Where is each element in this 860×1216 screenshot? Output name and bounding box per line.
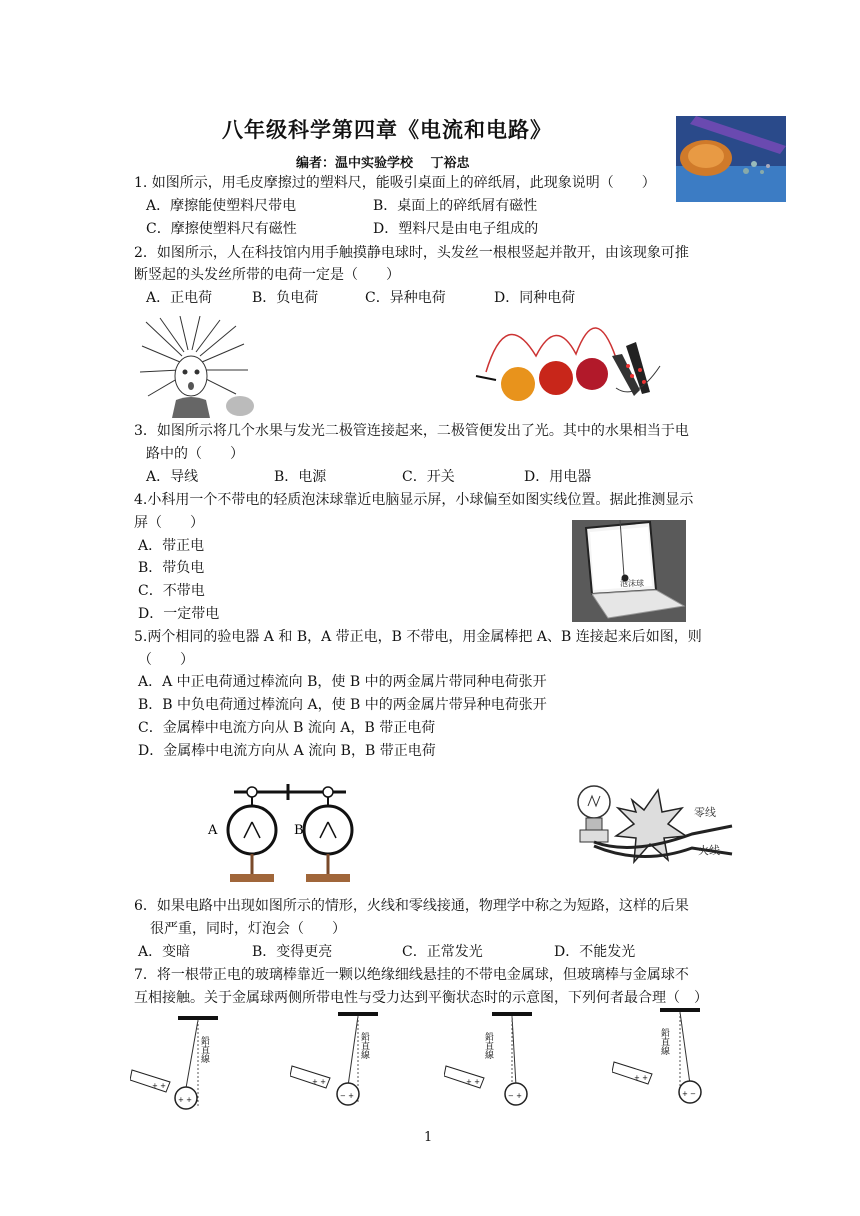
foam-ball-label: 泡沫球 [620,579,644,588]
live-wire-label: 火线 [698,844,720,857]
q5-option-c: C．金属棒中电流方向从 B 流向 A，B 带正电荷 [138,720,436,736]
svg-text:+ +: + + [312,1078,326,1086]
svg-text:+ −: + − [682,1090,696,1098]
electroscopes-image [204,774,380,888]
plumb-line-label: 鉛直線 [483,1032,493,1059]
q6-option-c: C．正常发光 [402,944,483,960]
q3-option-b: B．电源 [274,469,327,485]
q6-option-b: B．变得更亮 [252,944,333,960]
q6-option-a: A．变暗 [138,944,191,960]
electroscope-a [228,787,276,882]
fruit-battery-image [466,306,662,402]
electroscope-b-label: B [294,823,304,838]
q4-option-d: D．一定带电 [138,606,220,622]
q2-stem-line1: 2．如图所示，人在科技馆内用手触摸静电球时，头发丝一根根竖起并散开，由该现象可推 [134,245,689,261]
q5-option-a: A．A 中正电荷通过棒流向 B，使 B 中的两金属片带同种电荷张开 [138,674,547,690]
q3-stem-line2: 路中的（ ） [146,446,244,462]
q4-stem-line2: 屏（ ） [134,515,204,531]
svg-text:+ +: + + [466,1078,480,1086]
q1-stem: 1. 如图所示，用毛皮摩擦过的塑料尺，能吸引桌面上的碎纸屑，此现象说明（ ） [134,175,656,191]
q3-option-a: A．导线 [146,469,199,485]
ruler-paper-image [676,116,786,202]
q2-option-b: B．负电荷 [252,290,319,306]
q6-stem-line2: 很严重，同时，灯泡会（ ） [150,921,346,937]
svg-text:+ +: + + [178,1096,192,1104]
svg-text:− +: − + [340,1092,354,1100]
q1-option-c: C．摩擦使塑料尺有磁性 [146,221,297,237]
author-line: 编者：温中实验学校 丁裕忠 [296,156,470,171]
pendulum-option-1 [130,1012,242,1116]
q3-option-d: D．用电器 [524,469,592,485]
plumb-line-label: 鉛直線 [199,1036,209,1063]
plumb-line-label: 鉛直線 [659,1028,669,1055]
electroscope-b [304,787,352,882]
q5-option-d: D．金属棒中电流方向从 A 流向 B，B 带正电荷 [138,743,436,759]
q5-stem-line1: 5.两个相同的验电器 A 和 B，A 带正电，B 不带电，用金属棒把 A、B 连接起来后如图，则 [134,629,702,645]
q2-option-c: C．异种电荷 [365,290,446,306]
q4-option-a: A．带正电 [138,538,205,554]
q1-option-d: D．塑料尺是由电子组成的 [373,221,539,237]
q7-stem-line1: 7．将一根带正电的玻璃棒靠近一颗以绝缘细线悬挂的不带电金属球，但玻璃棒与金属球不 [134,967,689,983]
q4-option-b: B．带负电 [138,560,205,576]
short-circuit-image [572,776,736,872]
q2-stem-line2: 断竖起的头发丝所带的电荷一定是（ ） [134,267,400,283]
q2-option-a: A．正电荷 [146,290,213,306]
document-title: 八年级科学第四章《电流和电路》 [222,117,552,142]
pendulum-option-3 [444,1008,556,1112]
svg-text:− +: − + [508,1092,522,1100]
q5-option-b: B．B 中负电荷通过棒流向 A，使 B 中的两金属片带异种电荷张开 [138,697,547,713]
plumb-line-label: 鉛直線 [359,1032,369,1059]
q3-stem-line1: 3．如图所示将几个水果与发光二极管连接起来，二极管便发出了光。其中的水果相当于电 [134,423,689,439]
pendulum-option-2 [290,1008,402,1112]
pendulum-option-4 [612,1004,724,1108]
q7-stem-line2: 互相接触。关于金属球两侧所带电性与受力达到平衡状态时的示意图，下列何者最合理（ ） [134,990,708,1006]
q1-option-a: A．摩擦能使塑料尺带电 [146,198,297,214]
q1-option-b: B．桌面上的碎纸屑有磁性 [373,198,538,214]
q5-stem-line2: （ ） [138,652,194,668]
svg-text:+ +: + + [634,1074,648,1082]
q3-option-c: C．开关 [402,469,455,485]
static-hair-image [140,316,260,418]
page-number: 1 [424,1130,433,1145]
q4-stem-line1: 4.小科用一个不带电的轻质泡沫球靠近电脑显示屏，小球偏至如图实线位置。据此推测显示 [134,492,694,508]
electroscope-a-label: A [208,823,218,838]
neutral-wire-label: 零线 [694,806,716,819]
q4-option-c: C．不带电 [138,583,205,599]
q6-option-d: D．不能发光 [554,944,636,960]
svg-text:+ +: + + [152,1082,166,1090]
q6-stem-line1: 6．如果电路中出现如图所示的情形，火线和零线接通，物理学中称之为短路，这样的后果 [134,898,689,914]
q2-option-d: D．同种电荷 [494,290,576,306]
laptop-foam-ball-image [572,520,686,622]
